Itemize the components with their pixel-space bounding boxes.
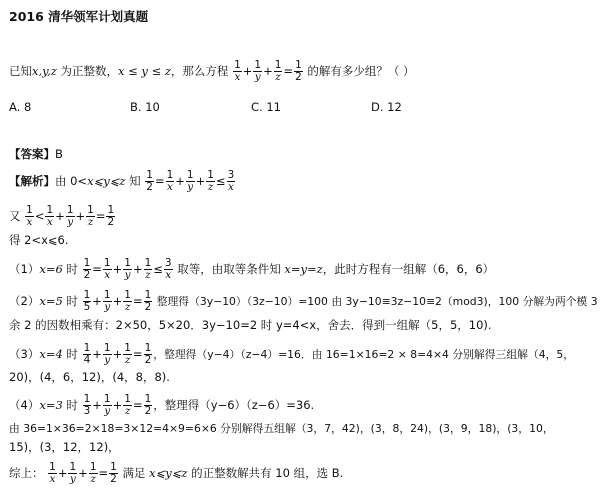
- fraction: $\frac{1}{z}$: [124, 393, 131, 417]
- fraction: $\frac{1}{2}$: [295, 59, 302, 83]
- analysis-line-11: 15)，(3，12，12)，: [9, 440, 120, 454]
- question-mid2: ，那么方程: [170, 64, 233, 78]
- fraction: $\frac{1}{4}$: [83, 342, 91, 366]
- fraction: $\frac{1}{y}$: [103, 342, 111, 366]
- fraction: $\frac{1}{y}$: [66, 204, 74, 228]
- answer-line: [9, 147, 63, 161]
- fraction: $\frac{3}{x}$: [164, 257, 172, 281]
- question-pre: 已知: [9, 64, 32, 78]
- fraction: $\frac{1}{x}$: [103, 257, 111, 281]
- fraction: $\frac{1}{2}$: [144, 289, 152, 313]
- analysis-line-3: 得 2<x⩽6.: [9, 233, 69, 247]
- question-vars: x,y,z: [32, 64, 57, 78]
- analysis-line-10: 由 36=1×36=2×18=3×12=4×9=6×6 分别解得五组解（3，7，42)，(3，8，24)，(3，9，18)，(3，10，: [9, 422, 554, 435]
- fraction: $\frac{1}{2}$: [146, 169, 153, 193]
- fraction: $\frac{1}{3}$: [83, 393, 91, 417]
- page-title: 2016 清华领军计划真题: [9, 9, 149, 24]
- analysis-case-3: （3）x=4 时 $\frac{1}{4}$ + $\frac{1}{y}$ + $\frac{1}{z}$ = $\frac{1}{2}$ ，整理得（y−4）（z−4）=16．由 16=1×16=2 × 8=4×4 分别解得三组解（4，5，: [9, 342, 575, 366]
- option-c: C. 11: [251, 100, 281, 114]
- fraction: $\frac{1}{x}$: [166, 169, 174, 193]
- fraction: $\frac{1}{y}$: [254, 59, 262, 83]
- fraction: $\frac{1}{x}$: [49, 461, 56, 485]
- fraction: $\frac{1}{x}$: [26, 204, 33, 228]
- fraction: $\frac{1}{2}$: [144, 393, 152, 417]
- question-mid1: 为正整数，: [56, 64, 118, 78]
- fraction: $\frac{1}{y}$: [124, 257, 131, 281]
- fraction: $\frac{1}{z}$: [87, 204, 94, 228]
- answer-value: B: [55, 147, 63, 161]
- analysis-line-1: 【解析】由 0<x⩽y⩽z 知 $\frac{1}{2}$ = $\frac{1}{x}$ + $\frac{1}{y}$ + $\frac{1}{z}$ ≤ $\frac{3}{x}$: [9, 169, 235, 193]
- analysis-line-2: 又 $\frac{1}{x}$ < $\frac{1}{x}$ + $\frac{1}{y}$ + $\frac{1}{z}$ = $\frac{1}{2}$: [9, 204, 115, 228]
- fraction: $\frac{1}{z}$: [89, 461, 97, 485]
- question-post: 的解有多少组？（ ）: [303, 64, 415, 78]
- question-condition: x ≤ y ≤ z: [117, 64, 171, 78]
- fraction: $\frac{1}{z}$: [124, 342, 131, 366]
- answer-label: 【答案】: [9, 147, 55, 161]
- fraction: $\frac{1}{x}$: [46, 204, 54, 228]
- analysis-case-4: （4）x=3 时 $\frac{1}{3}$ + $\frac{1}{y}$ + $\frac{1}{z}$ = $\frac{1}{2}$ ，整理得（y−6）（z−6）=36.: [9, 393, 315, 417]
- analysis-case-2: （2）x=5 时 $\frac{1}{5}$ + $\frac{1}{y}$ + $\frac{1}{z}$ = $\frac{1}{2}$ 整理得（3y−10）（3z−10）=100 由 3y−10≡3z−10≡2（mod3)，100 分解为两个模 3: [9, 289, 598, 313]
- analysis-label: 【解析】: [9, 174, 55, 188]
- analysis-case-3-cont: 20)，(4，6，12)，(4，8，8).: [9, 370, 170, 384]
- fraction: $\frac{1}{2}$: [83, 257, 91, 281]
- analysis-conclusion: 综上： $\frac{1}{x}$ + $\frac{1}{y}$ + $\frac{1}{z}$ = $\frac{1}{2}$ 满足 x⩽y⩽z 的正整数解共有 10 组，选 B.: [9, 461, 344, 485]
- fraction: $\frac{1}{y}$: [103, 393, 111, 417]
- fraction: $\frac{1}{y}$: [103, 289, 111, 313]
- fraction: $\frac{1}{y}$: [69, 461, 77, 485]
- option-a: A. 8: [9, 100, 32, 114]
- option-d: D. 12: [371, 100, 402, 114]
- fraction: $\frac{1}{z}$: [274, 59, 282, 83]
- fraction: $\frac{1}{2}$: [144, 342, 152, 366]
- fraction: $\frac{1}{x}$: [234, 59, 241, 83]
- fraction: $\frac{1}{2}$: [110, 461, 117, 485]
- fraction: $\frac{1}{z}$: [144, 257, 152, 281]
- fraction: $\frac{1}{z}$: [207, 169, 214, 193]
- fraction: $\frac{1}{z}$: [124, 289, 131, 313]
- options-row: [9, 100, 609, 114]
- fraction: $\frac{1}{y}$: [186, 169, 194, 193]
- question-line: 已知x,y,z 为正整数，x ≤ y ≤ z，那么方程 $\frac{1}{x}$ + $\frac{1}{y}$ + $\frac{1}{z}$ = $\frac{1}{2}$ 的解有多少组？（ ）: [9, 59, 415, 83]
- fraction: $\frac{1}{5}$: [83, 289, 91, 313]
- option-b: B. 10: [130, 100, 160, 114]
- fraction: $\frac{1}{2}$: [107, 204, 115, 228]
- fraction: $\frac{3}{x}$: [227, 169, 235, 193]
- analysis-case-2-cont: 余 2 的因数相乘有：2×50，5×20．3y−10=2 时 y=4<x，舍去．得到一组解（5，5，10).: [9, 318, 492, 332]
- analysis-case-1: （1）x=6 时 $\frac{1}{2}$ = $\frac{1}{x}$ + $\frac{1}{y}$ + $\frac{1}{z}$ ≤ $\frac{3}{x}$ 取等，由取等条件知 x=y=z，此时方程有一组解（6，6，6）: [9, 257, 495, 281]
